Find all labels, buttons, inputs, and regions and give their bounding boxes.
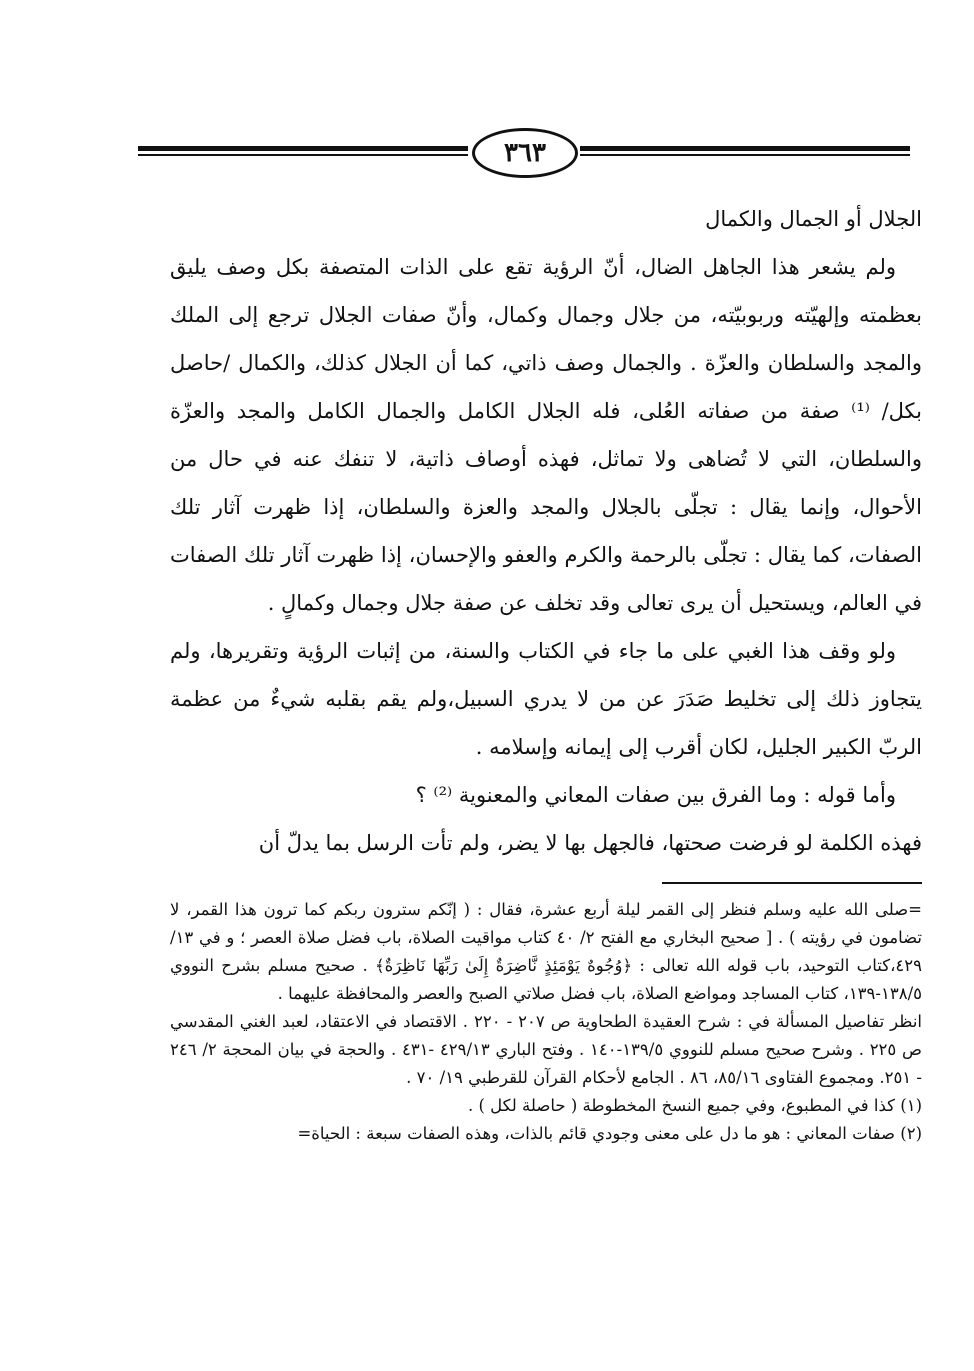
footnote-continuation: =صلى الله عليه وسلم فنظر إلى القمر ليلة أربع عشرة، فقال : ( إنّكم سترون ربكم كما ترون هذا القمر، لا تضامون في رؤيته ) . [ صحيح البخاري مع الفتح ٢/ ٤٠ كتاب مواقيت الصلاة، باب فضل صلاة العصر ؛ و في ١٣/ ٤٢٩،كتاب التوحيد، باب قوله الله تعالى : ﴿وُجُوهٌ يَوْمَئِذٍ نَّاضِرَةٌ إِلَىٰ رَبِّهَا نَاظِرَةٌ﴾ . صحيح مسلم بشرح النووي ١٣٨/٥-١٣٩، كتاب المساجد ومواضع الصلاة، باب فضل صلاتي الصبح والعصر والمحافظة عليهما . [170,900,922,1003]
page-header [138,128,910,176]
paragraph: وأما قوله : وما الفرق بين صفات المعاني والمعنوية ⁽²⁾ ؟ [415,783,896,807]
footnote-1: (١) كذا في المطبوع، وفي جميع النسخ المخطوطة ( حاصلة لكل ) . [468,1096,922,1115]
paragraph: ولو وقف هذا الغبي على ما جاء في الكتاب والسنة، من إثبات الرؤية وتقريرها، ولم يتجاوز ذلك إلى تخليط صَدَرَ عن من لا يدري السبيل،ولم يقم بقلبه شيءٌ من عظمة الربّ الكبير الجليل، لكان أقرب إلى إيمانه وإسلامه . [170,639,922,759]
page-number: ٣٦٣ [472,128,578,178]
header-rule-right [580,146,910,160]
main-text [170,195,922,867]
footnote-divider [662,882,922,884]
header-rule-left [138,146,468,160]
footnotes [170,896,922,1148]
paragraph: فهذه الكلمة لو فرضت صحتها، فالجهل بها لا يضر، ولم تأت الرسل بما يدلّ أن [258,831,922,855]
footnote-2: (٢) صفات المعاني : هو ما دل على معنى وجودي قائم بالذات، وهذه الصفات سبعة : الحياة= [297,1124,922,1143]
paragraph: الجلال أو الجمال والكمال [705,207,922,231]
paragraph: ولم يشعر هذا الجاهل الضال، أنّ الرؤية تقع على الذات المتصفة بكل وصف يليق بعظمته وإلهيّته وربوبيّته، من جلال وجمال وكمال، وأنّ صفات الجلال ترجع إلى الملك والمجد والسلطان والعزّة . والجمال وصف ذاتي، كما أن الجلال كذلك، والكمال /حاصل بكل/ ⁽¹⁾ صفة من صفاته العُلى، فله الجلال الكامل والجمال الكامل والمجد والعزّة والسلطان، التي لا تُضاهى ولا تماثل، فهذه أوصاف ذاتية، لا تنفك عنه في حال من الأحوال، وإنما يقال : تجلّى بالجلال والمجد والعزة والسلطان، إذا ظهرت آثار تلك الصفات، كما يقال : تجلّى بالرحمة والكرم والعفو والإحسان، إذا ظهرت آثار تلك الصفات في العالم، ويستحيل أن يرى تعالى وقد تخلف عن صفة جلال وجمال وكمالٍ . [170,255,922,615]
footnote-reference: انظر تفاصيل المسألة في : شرح العقيدة الطحاوية ص ٢٠٧ - ٢٢٠ . الاقتصاد في الاعتقاد، لعبد الغني المقدسي ص ٢٢٥ . وشرح صحيح مسلم للنووي ١٣٩/٥-١٤٠ . وفتح الباري ٤٢٩/١٣ -٤٣١ . والحجة في بيان المحجة ٢/ ٢٤٦ - ٢٥١. ومجموع الفتاوى ٨٥/١٦، ٨٦ . الجامع لأحكام القرآن للقرطبي ١٩/ ٧٠ . [170,1012,922,1087]
